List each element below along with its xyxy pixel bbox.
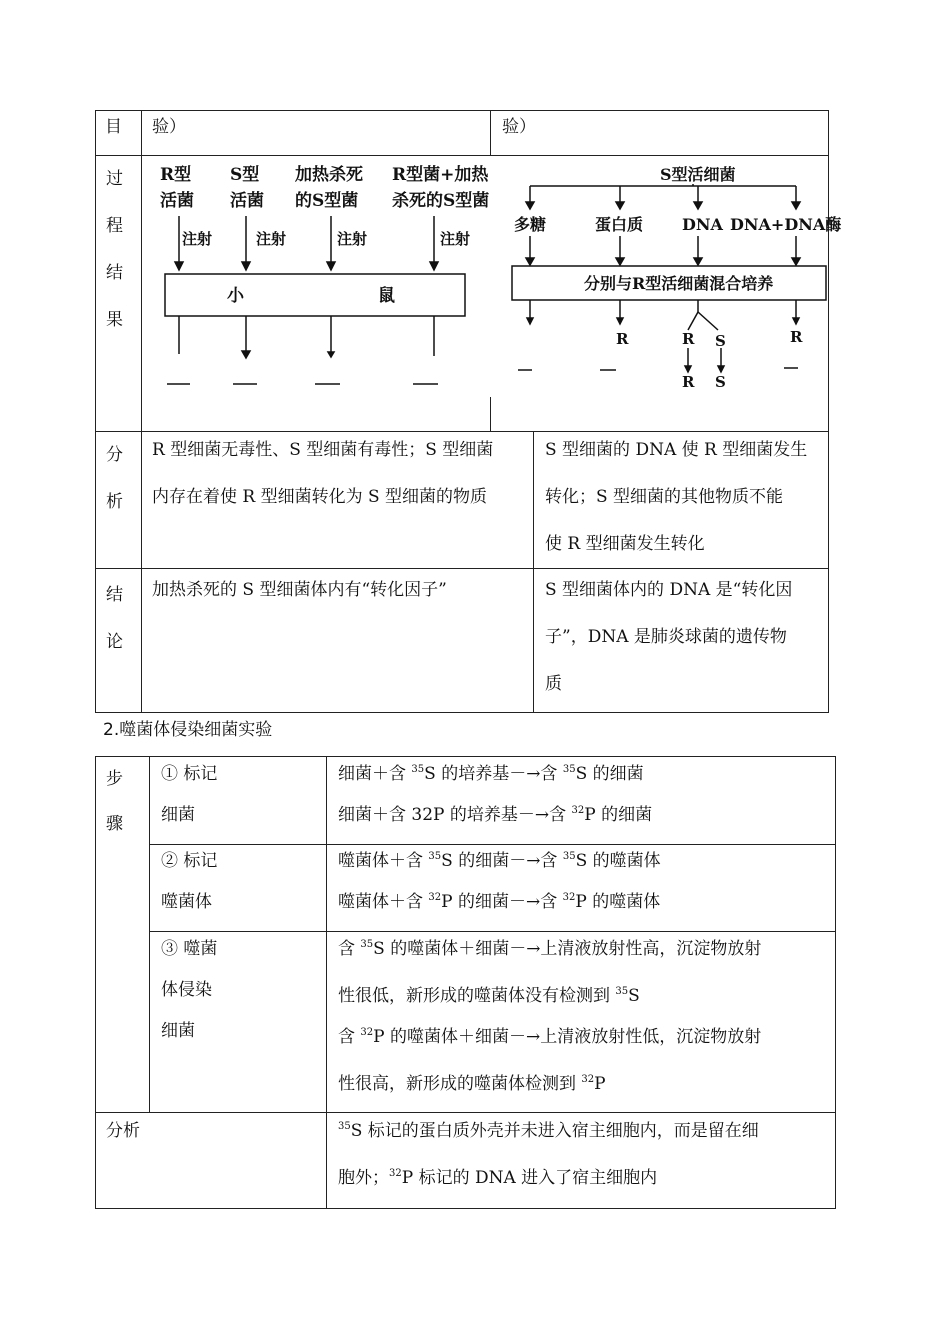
mouse-box-char: 小 [227, 286, 244, 306]
diagram-header: 的S型菌 [295, 191, 359, 211]
result-letter: R [682, 373, 695, 391]
step2-label-line: ② 标记 [161, 851, 218, 871]
process-label-char: 程 [106, 216, 123, 236]
left-header-cell: 验） [152, 117, 186, 137]
step3-line1: 含 $^{35}$S 的噬菌体＋细菌－→上清液放射性高，沉淀物放射 [338, 939, 762, 959]
step2-label-line: 噬菌体 [161, 892, 212, 912]
result-letter: R [790, 328, 803, 346]
process-label-char: 结 [106, 263, 123, 283]
inject-label: 注射 [256, 230, 287, 248]
analysis-right-line: 使 R 型细菌发生转化 [545, 534, 705, 554]
result-letter: S [715, 332, 726, 350]
conclusion-left-line: 加热杀死的 S 型细菌体内有“转化因子” [152, 580, 447, 600]
branch-label: 蛋白质 [595, 215, 644, 234]
step3-line2: 性很低，新形成的噬菌体没有检测到 $^{35}$S [338, 986, 640, 1006]
step3-line3: 含 $^{32}$P 的噬菌体＋细菌－→上清液放射性低，沉淀物放射 [338, 1027, 762, 1047]
right-header-cell: 验） [502, 117, 536, 137]
result-letter: R [682, 330, 695, 348]
mouse-box [165, 274, 465, 316]
diagram-header: R型 [160, 165, 192, 185]
conclusion-right-line: 质 [545, 674, 562, 694]
result-letter: R [616, 330, 629, 348]
diagram-header: S型 [230, 165, 260, 185]
table2-analysis-label: 分析 [106, 1121, 140, 1141]
branch-label: 多糖 [514, 215, 547, 234]
step2-line1: 噬菌体＋含 $^{35}$S 的细菌－→含 $^{35}$S 的噬菌体 [338, 851, 661, 871]
analysis-label-char: 析 [106, 492, 123, 512]
conclusion-label-char: 结 [106, 585, 123, 605]
step3-line4: 性很高，新形成的噬菌体检测到 $^{32}$P [338, 1074, 606, 1094]
branch-label: DNA [682, 215, 723, 234]
step1-line2: 细菌＋含 32P 的培养基－→含 $^{32}$P 的细菌 [338, 805, 653, 825]
mouse-box-char: 鼠 [378, 286, 395, 306]
table2-analysis-line1: $^{35}$S 标记的蛋白质外壳并未进入宿主细胞内，而是留在细 [338, 1121, 759, 1141]
diagram-header: 加热杀死 [295, 165, 363, 185]
row-label-mu: 目 [105, 117, 122, 137]
steps-label-char: 步 [106, 769, 123, 789]
process-label-char: 过 [106, 169, 123, 189]
step1-label-line: 细菌 [161, 805, 195, 825]
process-label-char: 果 [106, 310, 123, 330]
analysis-label-char: 分 [106, 445, 123, 465]
mix-culture-label: 分别与R型活细菌混合培养 [584, 274, 774, 293]
result-letter: S [715, 373, 726, 391]
steps-label-char: 骤 [106, 814, 123, 834]
diagram-header: 活菌 [230, 191, 264, 211]
step1-label-line: ① 标记 [161, 764, 218, 784]
conclusion-right-line: S 型细菌体内的 DNA 是“转化因 [545, 580, 793, 600]
analysis-left-line: 内存在着使 R 型细菌转化为 S 型细菌的物质 [152, 487, 488, 507]
griffith-mouse-diagram [150, 156, 490, 396]
step3-label-line: 体侵染 [161, 980, 212, 1000]
diagram-header: 杀死的S型菌 [392, 191, 490, 211]
step2-line2: 噬菌体＋含 $^{32}$P 的细菌－→含 $^{32}$P 的噬菌体 [338, 892, 661, 912]
branch-label: DNA+DNA酶 [730, 215, 842, 234]
diagram-top-label: S型活细菌 [660, 165, 736, 184]
diagram-header: R型菌+加热 [392, 165, 489, 185]
conclusion-label-char: 论 [106, 632, 123, 652]
inject-label: 注射 [440, 230, 471, 248]
analysis-right-line: 转化；S 型细菌的其他物质不能 [545, 487, 784, 507]
step3-label-line: ③ 噬菌 [161, 939, 218, 959]
table2-analysis-line2: 胞外；$^{32}$P 标记的 DNA 进入了宿主细胞内 [338, 1168, 658, 1188]
conclusion-right-line: 子”，DNA 是肺炎球菌的遗传物 [545, 627, 787, 647]
avery-transformation-diagram [500, 156, 842, 396]
analysis-left-line: R 型细菌无毒性、S 型细菌有毒性；S 型细菌 [152, 440, 494, 460]
inject-label: 注射 [182, 230, 213, 248]
step3-label-line: 细菌 [161, 1021, 195, 1041]
section-title: 2.噬菌体侵染细菌实验 [103, 720, 273, 740]
analysis-right-line: S 型细菌的 DNA 使 R 型细菌发生 [545, 440, 808, 460]
step1-line1: 细菌＋含 $^{35}$S 的培养基－→含 $^{35}$S 的细菌 [338, 764, 644, 784]
inject-label: 注射 [337, 230, 368, 248]
diagram-header: 活菌 [160, 191, 194, 211]
